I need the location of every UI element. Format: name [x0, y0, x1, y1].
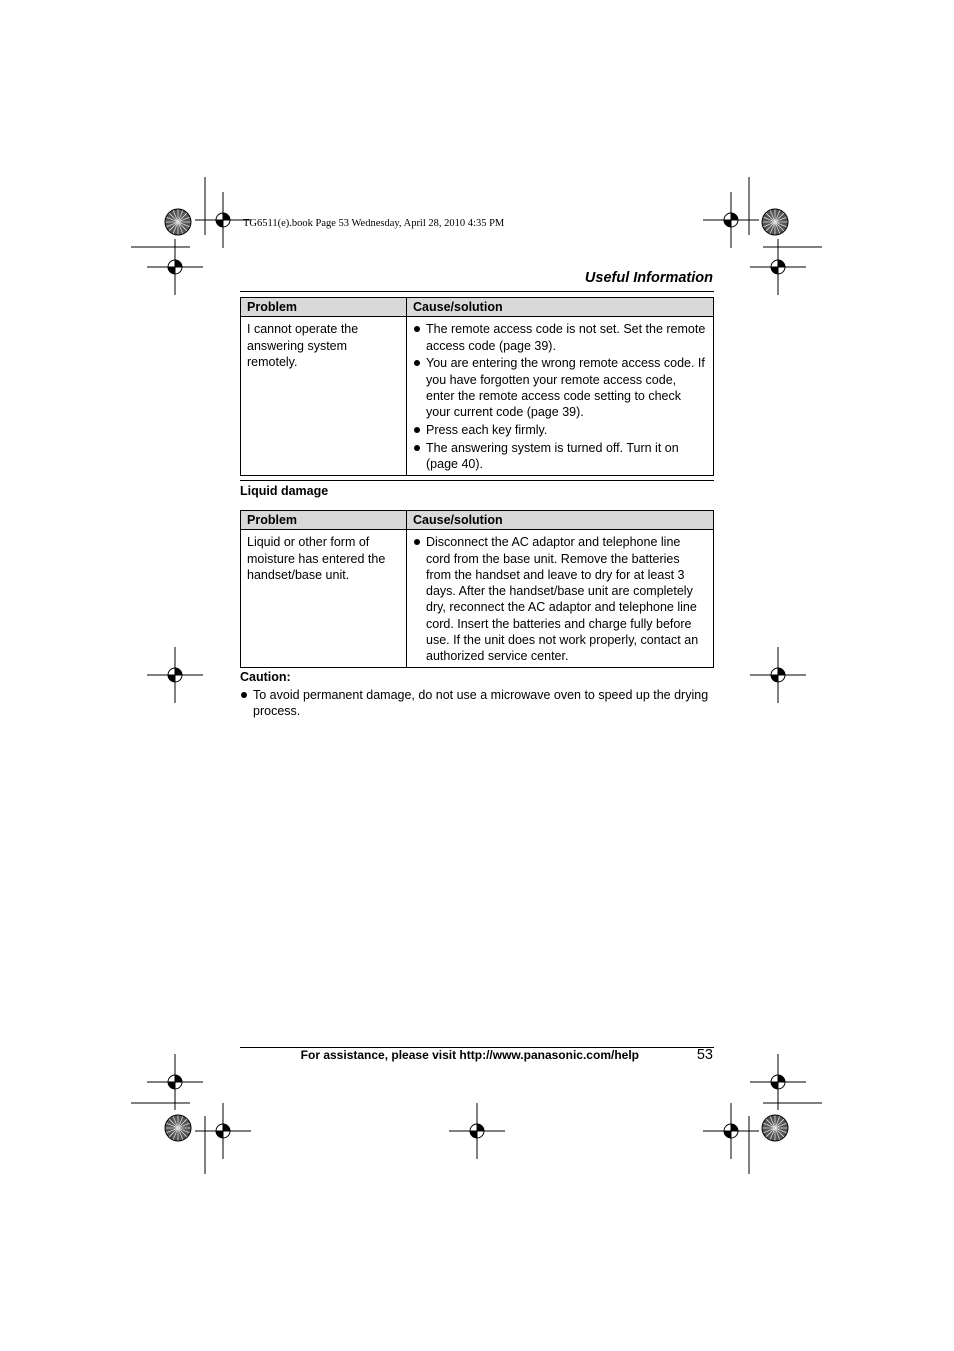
print-meta-line: TG6511(e).book Page 53 Wednesday, April 28, 2010 4:35 PM — [243, 218, 505, 229]
list-item: The answering system is turned off. Turn it on (page 40). — [413, 440, 707, 473]
list-item: Disconnect the AC adaptor and telephone line cord from the base unit. Remove the batteries from the handset and leave to dry for at least 3 days. After the handset/base unit are completely dry, reconnect the AC adaptor and telephone line cord. Insert the batteries and charge fully before use. If the unit does not work properly, contact an authorized service center. — [413, 534, 707, 664]
list-item: The remote access code is not set. Set the remote access code (page 39). — [413, 321, 707, 354]
table-row — [241, 530, 714, 668]
table-header-row — [241, 298, 714, 317]
page-number: 53 — [696, 1047, 713, 1063]
header-problem: Problem — [241, 511, 407, 530]
cause-cell — [407, 317, 714, 476]
footer-help-text: For assistance, please visit http://www.panasonic.com/help — [300, 1048, 639, 1062]
cause-list — [413, 534, 707, 664]
header-cause-solution: Cause/solution — [407, 298, 714, 317]
list-item: To avoid permanent damage, do not use a microwave oven to speed up the drying process. — [240, 687, 714, 720]
problem-cell: I cannot operate the answering system remotely. — [241, 317, 407, 476]
caution-title: Caution: — [240, 670, 291, 684]
troubleshooting-table-liquid — [240, 510, 714, 668]
table-header-row — [241, 511, 714, 530]
problem-cell: Liquid or other form of moisture has entered the handset/base unit. — [241, 530, 407, 668]
header-cause-solution: Cause/solution — [407, 511, 714, 530]
caution-list — [240, 687, 714, 721]
header-problem: Problem — [241, 298, 407, 317]
liquid-rule — [240, 480, 714, 481]
troubleshooting-table-remote — [240, 297, 714, 476]
cause-list — [413, 321, 707, 472]
cause-cell — [407, 530, 714, 668]
section-rule — [240, 291, 714, 292]
list-item: You are entering the wrong remote access code. If you have forgotten your remote access code, enter the remote access code setting to check your current code (page 39). — [413, 355, 707, 420]
liquid-damage-heading: Liquid damage — [240, 484, 329, 498]
list-item: Press each key firmly. — [413, 422, 707, 438]
table-row — [241, 317, 714, 476]
section-title: Useful Information — [584, 270, 713, 286]
